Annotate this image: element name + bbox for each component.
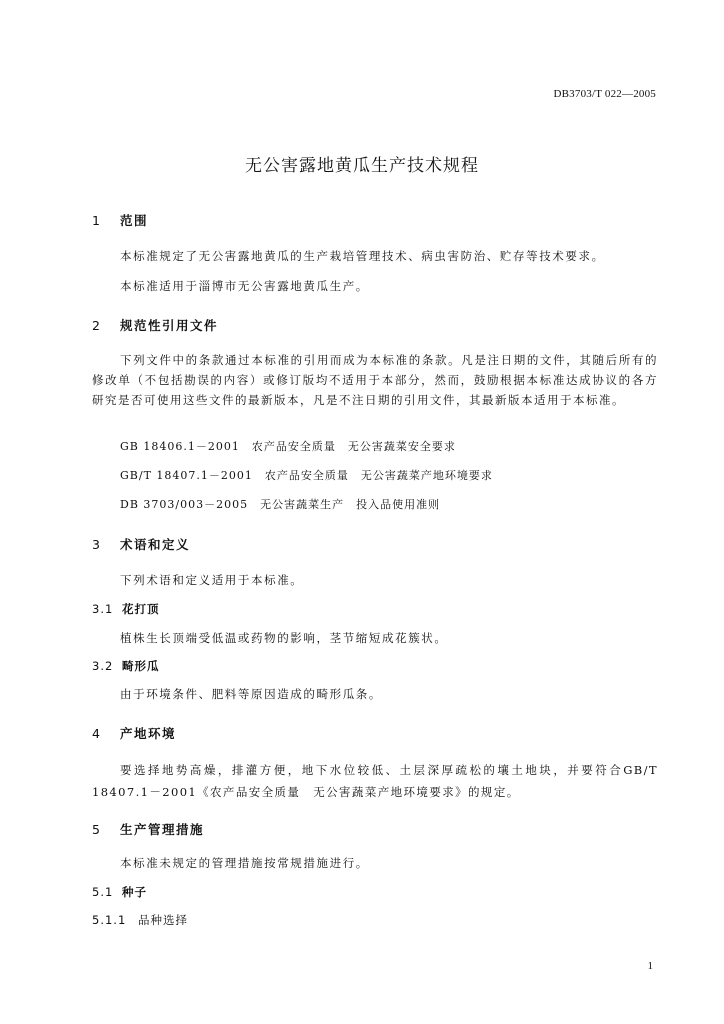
term-number: 3.2: [92, 659, 114, 673]
section-title: 生产管理措施: [120, 822, 205, 837]
section-number: 2: [92, 318, 102, 333]
reference-title-part-2: 投入品使用准则: [356, 498, 441, 511]
page-number: 1: [647, 960, 653, 972]
reference-item: [120, 496, 452, 512]
reference-code: GB/T 18407.1－2001: [120, 469, 253, 482]
reference-title-part-1: 农产品安全质量: [251, 440, 336, 453]
section-number: 3: [92, 537, 102, 552]
reference-title-part-2: 无公害蔬菜安全要求: [347, 440, 456, 453]
reference-title-part-1: 农产品安全质量: [264, 469, 349, 482]
standard-code: DB3703/T 022—2005: [553, 88, 656, 100]
reference-item: [120, 467, 505, 483]
section-2-paragraph: 下列文件中的条款通过本标准的引用而成为本标准的条款。凡是注日期的文件，其随后所有的修改单（不包括勘误的内容）或修订版均不适用于本部分，然而，鼓励根据本标准达成协议的各方研究是否可使用这些文件的最新版本，凡是不注日期的引用文件，其最新版本适用于本标准。: [92, 353, 658, 407]
section-number: 4: [92, 726, 102, 741]
term-3-2-definition: 由于环境条件、肥料等原因造成的畸形瓜条。: [120, 687, 382, 701]
subsection-number: 5.1: [92, 885, 114, 899]
section-5-heading: [92, 820, 204, 838]
term-3-1-definition: 植株生长顶端受低温或药物的影响，茎节缩短成花簇状。: [120, 631, 448, 645]
section-1-paragraph-1: 本标准规定了无公害露地黄瓜的生产栽培管理技术、病虫害防治、贮存等技术要求。: [120, 249, 605, 263]
reference-code: DB 3703/003－2005: [120, 498, 249, 511]
document-title: 无公害露地黄瓜生产技术规程: [245, 156, 479, 176]
section-title: 范围: [120, 213, 149, 228]
section-number: 1: [92, 213, 102, 228]
term-title: 畸形瓜: [122, 659, 160, 673]
subsection-title: 种子: [122, 885, 147, 899]
reference-item: [120, 438, 468, 454]
reference-title-part-2: 无公害蔬菜产地环境要求: [360, 469, 493, 482]
section-title: 规范性引用文件: [120, 318, 219, 333]
term-3-2-heading: [92, 658, 160, 674]
section-1-paragraph-2: 本标准适用于淄博市无公害露地黄瓜生产。: [120, 279, 369, 293]
term-title: 花打顶: [122, 602, 160, 616]
term-3-1-heading: [92, 601, 160, 617]
section-3-paragraph: 下列术语和定义适用于本标准。: [120, 573, 304, 587]
section-4-paragraph: 要选择地势高燥，排灌方便，地下水位较低、土层深厚疏松的壤土地块，并要符合GB/T 18407.1－2001《农产品安全质量 无公害蔬菜产地环境要求》的规定。: [92, 763, 658, 799]
section-number: 5: [92, 822, 102, 837]
section-title: 产地环境: [120, 726, 177, 741]
subsection-number: 5.1.1: [92, 913, 127, 927]
section-4-heading: [92, 724, 176, 742]
section-5-paragraph: 本标准未规定的管理措施按常规措施进行。: [120, 856, 369, 870]
section-title: 术语和定义: [120, 537, 191, 552]
reference-title-part-1: 无公害蔬菜生产: [260, 498, 345, 511]
section-3-heading: [92, 535, 190, 553]
subsection-5-1-heading: [92, 884, 147, 900]
section-2-heading: [92, 316, 218, 334]
reference-code: GB 18406.1－2001: [120, 440, 240, 453]
subsection-5-1-1-heading: [92, 912, 188, 928]
section-1-heading: [92, 211, 148, 229]
term-number: 3.1: [92, 602, 114, 616]
subsection-title: 品种选择: [138, 913, 188, 927]
